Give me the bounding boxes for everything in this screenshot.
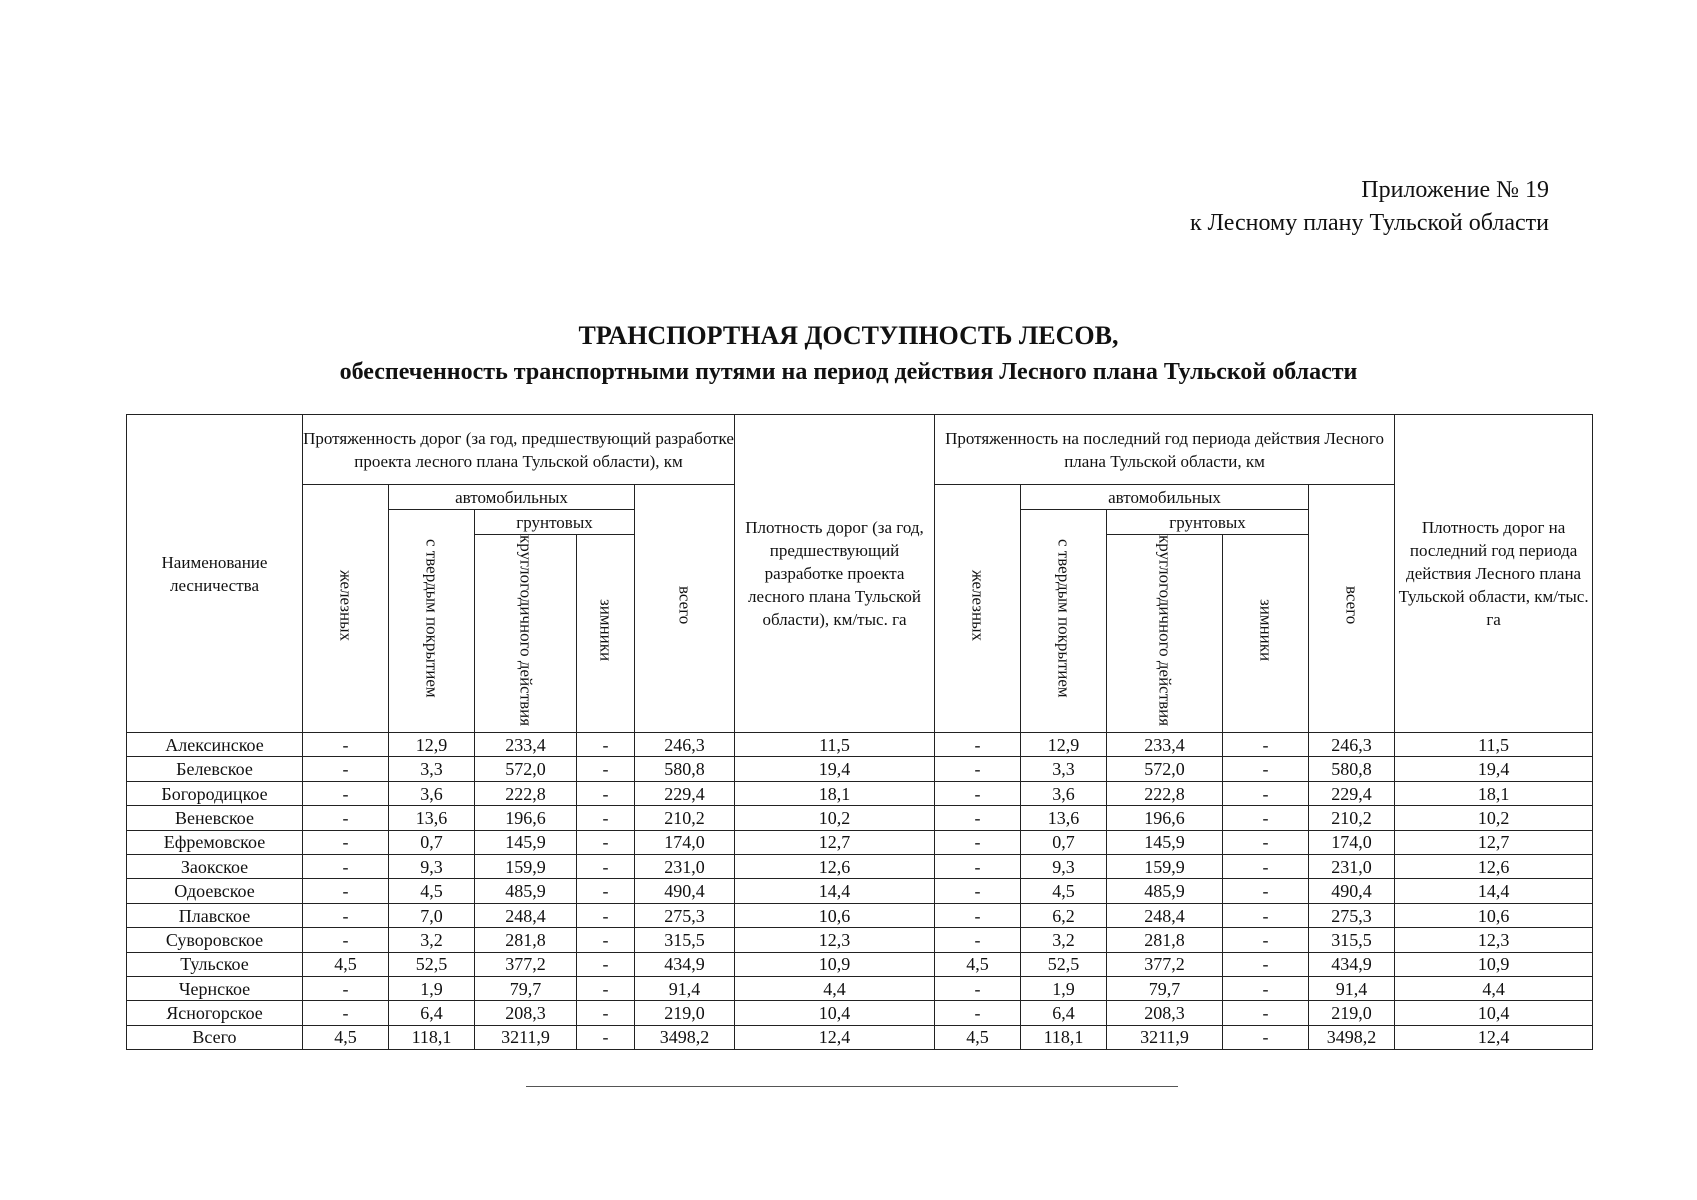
table-row	[127, 757, 1593, 781]
table-cell: 174,0	[1309, 830, 1395, 854]
table-cell: -	[1223, 733, 1309, 757]
header-name: Наименование лесничества	[127, 415, 303, 733]
table-cell: 281,8	[475, 928, 577, 952]
table-cell: 79,7	[1107, 977, 1223, 1001]
table-cell: 3,3	[389, 757, 475, 781]
table-cell: 1,9	[1021, 977, 1107, 1001]
table-cell: 572,0	[1107, 757, 1223, 781]
table-cell: 14,4	[735, 879, 935, 903]
forestry-name-cell: Одоевское	[127, 879, 303, 903]
table-cell: 6,4	[389, 1001, 475, 1025]
table-cell: -	[935, 903, 1021, 927]
table-cell: -	[577, 952, 635, 976]
table-cell: 174,0	[635, 830, 735, 854]
forestry-name-cell: Ясногорское	[127, 1001, 303, 1025]
header-group-before: Протяженность дорог (за год, предшествующий разработке проекта лесного плана Тульской области), км	[303, 415, 735, 485]
table-row	[127, 1025, 1593, 1049]
table-cell: 196,6	[475, 806, 577, 830]
table-cell: -	[935, 977, 1021, 1001]
table-cell: 233,4	[475, 733, 577, 757]
table-cell: -	[577, 903, 635, 927]
table-cell: -	[1223, 1025, 1309, 1049]
table-cell: -	[935, 806, 1021, 830]
table-cell: 248,4	[1107, 903, 1223, 927]
header-hard-surface-2: с твердым покрытием	[1021, 510, 1107, 733]
table-cell: 4,5	[1021, 879, 1107, 903]
table-cell: -	[1223, 1001, 1309, 1025]
transport-table	[126, 414, 1593, 1050]
table-cell: 10,4	[1395, 1001, 1593, 1025]
header-winter-2: зимники	[1223, 535, 1309, 733]
table-cell: -	[1223, 781, 1309, 805]
table-cell: 13,6	[1021, 806, 1107, 830]
table-cell: 19,4	[1395, 757, 1593, 781]
forestry-name-cell: Суворовское	[127, 928, 303, 952]
table-cell: 0,7	[389, 830, 475, 854]
table-row	[127, 806, 1593, 830]
table-cell: 10,9	[735, 952, 935, 976]
table-cell: 10,2	[735, 806, 935, 830]
header-year-round-2: круглогодичного действия	[1107, 535, 1223, 733]
table-cell: 219,0	[635, 1001, 735, 1025]
table-cell: 12,9	[1021, 733, 1107, 757]
table-cell: 10,9	[1395, 952, 1593, 976]
table-cell: -	[577, 1025, 635, 1049]
table-cell: 52,5	[389, 952, 475, 976]
table-row	[127, 781, 1593, 805]
table-cell: 377,2	[1107, 952, 1223, 976]
table-row	[127, 733, 1593, 757]
table-cell: 18,1	[1395, 781, 1593, 805]
table-cell: -	[303, 977, 389, 1001]
table-cell: -	[303, 855, 389, 879]
table-cell: 11,5	[735, 733, 935, 757]
table-cell: 246,3	[635, 733, 735, 757]
table-cell: 275,3	[635, 903, 735, 927]
table-cell: -	[935, 928, 1021, 952]
table-cell: 485,9	[1107, 879, 1223, 903]
forestry-name-cell: Веневское	[127, 806, 303, 830]
table-cell: 12,9	[389, 733, 475, 757]
table-cell: -	[1223, 757, 1309, 781]
table-cell: 231,0	[1309, 855, 1395, 879]
header-density-before: Плотность дорог (за год, предшествующий разработке проекта лесного плана Тульской области), км/тыс. га	[735, 415, 935, 733]
appendix-number: Приложение № 19	[1361, 177, 1549, 203]
forestry-name-cell: Тульское	[127, 952, 303, 976]
table-cell: 434,9	[1309, 952, 1395, 976]
header-rail-2: железных	[935, 485, 1021, 733]
table-cell: 13,6	[389, 806, 475, 830]
table-row	[127, 1001, 1593, 1025]
table-cell: -	[577, 1001, 635, 1025]
table-cell: 3211,9	[1107, 1025, 1223, 1049]
table-cell: 246,3	[1309, 733, 1395, 757]
title-main: ТРАНСПОРТНАЯ ДОСТУПНОСТЬ ЛЕСОВ,	[578, 321, 1119, 350]
table-cell: 12,6	[1395, 855, 1593, 879]
table-cell: 91,4	[1309, 977, 1395, 1001]
table-cell: 19,4	[735, 757, 935, 781]
forestry-name-cell: Плавское	[127, 903, 303, 927]
header-year-round: круглогодичного действия	[475, 535, 577, 733]
table-cell: 219,0	[1309, 1001, 1395, 1025]
table-cell: 315,5	[635, 928, 735, 952]
table-cell: 4,5	[935, 952, 1021, 976]
table-cell: -	[1223, 806, 1309, 830]
table-cell: -	[935, 733, 1021, 757]
table-cell: -	[303, 733, 389, 757]
table-cell: 118,1	[389, 1025, 475, 1049]
table-cell: -	[577, 781, 635, 805]
header-ground: грунтовых	[475, 510, 635, 535]
appendix-reference: к Лесному плану Тульской области	[1189, 210, 1549, 236]
table-cell: 3,6	[1021, 781, 1107, 805]
table-cell: -	[303, 903, 389, 927]
forestry-name-cell: Богородицкое	[127, 781, 303, 805]
forestry-name-cell: Заокское	[127, 855, 303, 879]
table-cell: 10,4	[735, 1001, 935, 1025]
table-cell: 14,4	[1395, 879, 1593, 903]
table-cell: 12,3	[735, 928, 935, 952]
table-cell: 12,7	[735, 830, 935, 854]
table-cell: -	[577, 879, 635, 903]
table-cell: 3211,9	[475, 1025, 577, 1049]
table-cell: -	[1223, 903, 1309, 927]
table-cell: -	[303, 879, 389, 903]
table-cell: 1,9	[389, 977, 475, 1001]
header-total-2: всего	[1309, 485, 1395, 733]
table-cell: 159,9	[1107, 855, 1223, 879]
table-cell: -	[577, 830, 635, 854]
table-cell: 248,4	[475, 903, 577, 927]
table-cell: -	[577, 977, 635, 1001]
table-cell: 3,3	[1021, 757, 1107, 781]
table-cell: 4,5	[389, 879, 475, 903]
document-title	[0, 318, 1697, 390]
header-auto: автомобильных	[389, 485, 635, 510]
table-cell: 52,5	[1021, 952, 1107, 976]
table-row	[127, 977, 1593, 1001]
header-winter: зимники	[577, 535, 635, 733]
table-row	[127, 830, 1593, 854]
table-cell: 91,4	[635, 977, 735, 1001]
table-cell: 580,8	[635, 757, 735, 781]
table-row	[127, 952, 1593, 976]
table-cell: 281,8	[1107, 928, 1223, 952]
table-header	[127, 415, 1593, 733]
end-rule	[526, 1086, 1178, 1087]
table-cell: 377,2	[475, 952, 577, 976]
table-cell: 4,5	[303, 952, 389, 976]
table-cell: -	[1223, 879, 1309, 903]
forestry-name-cell: Алексинское	[127, 733, 303, 757]
header-hard-surface: с твердым покрытием	[389, 510, 475, 733]
table-cell: -	[1223, 855, 1309, 879]
table-cell: 231,0	[635, 855, 735, 879]
table-body	[127, 733, 1593, 1050]
table-cell: -	[1223, 952, 1309, 976]
forestry-name-cell: Ефремовское	[127, 830, 303, 854]
table-cell: -	[1223, 830, 1309, 854]
table-cell: -	[577, 806, 635, 830]
table-cell: 4,5	[935, 1025, 1021, 1049]
table-cell: 3,2	[1021, 928, 1107, 952]
table-cell: 0,7	[1021, 830, 1107, 854]
table-cell: 4,4	[1395, 977, 1593, 1001]
forestry-name-cell: Белевское	[127, 757, 303, 781]
header-auto-2: автомобильных	[1021, 485, 1309, 510]
table-cell: 12,7	[1395, 830, 1593, 854]
table-cell: 3,2	[389, 928, 475, 952]
table-cell: 315,5	[1309, 928, 1395, 952]
table-cell: -	[935, 830, 1021, 854]
table-cell: -	[1223, 977, 1309, 1001]
table-cell: 10,2	[1395, 806, 1593, 830]
table-row	[127, 855, 1593, 879]
table-cell: 233,4	[1107, 733, 1223, 757]
table-cell: 79,7	[475, 977, 577, 1001]
table-cell: 4,5	[303, 1025, 389, 1049]
table-cell: 196,6	[1107, 806, 1223, 830]
header-total: всего	[635, 485, 735, 733]
table-cell: 9,3	[1021, 855, 1107, 879]
table-cell: 6,4	[1021, 1001, 1107, 1025]
table-cell: 210,2	[1309, 806, 1395, 830]
table-cell: -	[935, 781, 1021, 805]
table-cell: 3,6	[389, 781, 475, 805]
table-cell: -	[303, 757, 389, 781]
table-cell: -	[935, 879, 1021, 903]
table-cell: -	[1223, 928, 1309, 952]
table-cell: -	[303, 806, 389, 830]
table-row	[127, 903, 1593, 927]
table-cell: -	[577, 757, 635, 781]
table-cell: 275,3	[1309, 903, 1395, 927]
forestry-name-cell: Чернское	[127, 977, 303, 1001]
table-cell: -	[303, 928, 389, 952]
table-cell: 3498,2	[1309, 1025, 1395, 1049]
table-cell: -	[935, 855, 1021, 879]
table-cell: 222,8	[1107, 781, 1223, 805]
appendix-note	[1190, 174, 1549, 240]
table-cell: 208,3	[475, 1001, 577, 1025]
table-cell: 10,6	[1395, 903, 1593, 927]
table-cell: 7,0	[389, 903, 475, 927]
table-cell: -	[303, 781, 389, 805]
table-cell: -	[577, 733, 635, 757]
table-cell: 11,5	[1395, 733, 1593, 757]
header-rail: железных	[303, 485, 389, 733]
table-cell: -	[303, 830, 389, 854]
table-cell: 145,9	[475, 830, 577, 854]
table-cell: -	[577, 928, 635, 952]
table-cell: -	[577, 855, 635, 879]
table-cell: 490,4	[635, 879, 735, 903]
table-row	[127, 879, 1593, 903]
table-cell: 490,4	[1309, 879, 1395, 903]
forestry-name-cell: Всего	[127, 1025, 303, 1049]
table-cell: 208,3	[1107, 1001, 1223, 1025]
table-cell: 10,6	[735, 903, 935, 927]
table-cell: 118,1	[1021, 1025, 1107, 1049]
title-subtitle: обеспеченность транспортными путями на период действия Лесного плана Тульской области	[339, 359, 1358, 385]
table-row	[127, 928, 1593, 952]
table-cell: 12,3	[1395, 928, 1593, 952]
table-cell: 4,4	[735, 977, 935, 1001]
table-cell: 6,2	[1021, 903, 1107, 927]
table-cell: 9,3	[389, 855, 475, 879]
table-cell: 12,6	[735, 855, 935, 879]
table-cell: 229,4	[635, 781, 735, 805]
table-cell: 18,1	[735, 781, 935, 805]
table-cell: -	[303, 1001, 389, 1025]
table-cell: 580,8	[1309, 757, 1395, 781]
header-ground-2: грунтовых	[1107, 510, 1309, 535]
table-cell: 485,9	[475, 879, 577, 903]
table-cell: 222,8	[475, 781, 577, 805]
table-cell: 12,4	[1395, 1025, 1593, 1049]
table-cell: 229,4	[1309, 781, 1395, 805]
table-cell: 434,9	[635, 952, 735, 976]
table-cell: 210,2	[635, 806, 735, 830]
table-cell: 145,9	[1107, 830, 1223, 854]
header-density-last-year: Плотность дорог на последний год периода действия Лесного плана Тульской области, км/тыс. га	[1395, 415, 1593, 733]
header-group-last-year: Протяженность на последний год периода действия Лесного плана Тульской области, км	[935, 415, 1395, 485]
table-cell: 12,4	[735, 1025, 935, 1049]
table-cell: 572,0	[475, 757, 577, 781]
table-cell: -	[935, 1001, 1021, 1025]
table-cell: 159,9	[475, 855, 577, 879]
table-cell: 3498,2	[635, 1025, 735, 1049]
table-cell: -	[935, 757, 1021, 781]
